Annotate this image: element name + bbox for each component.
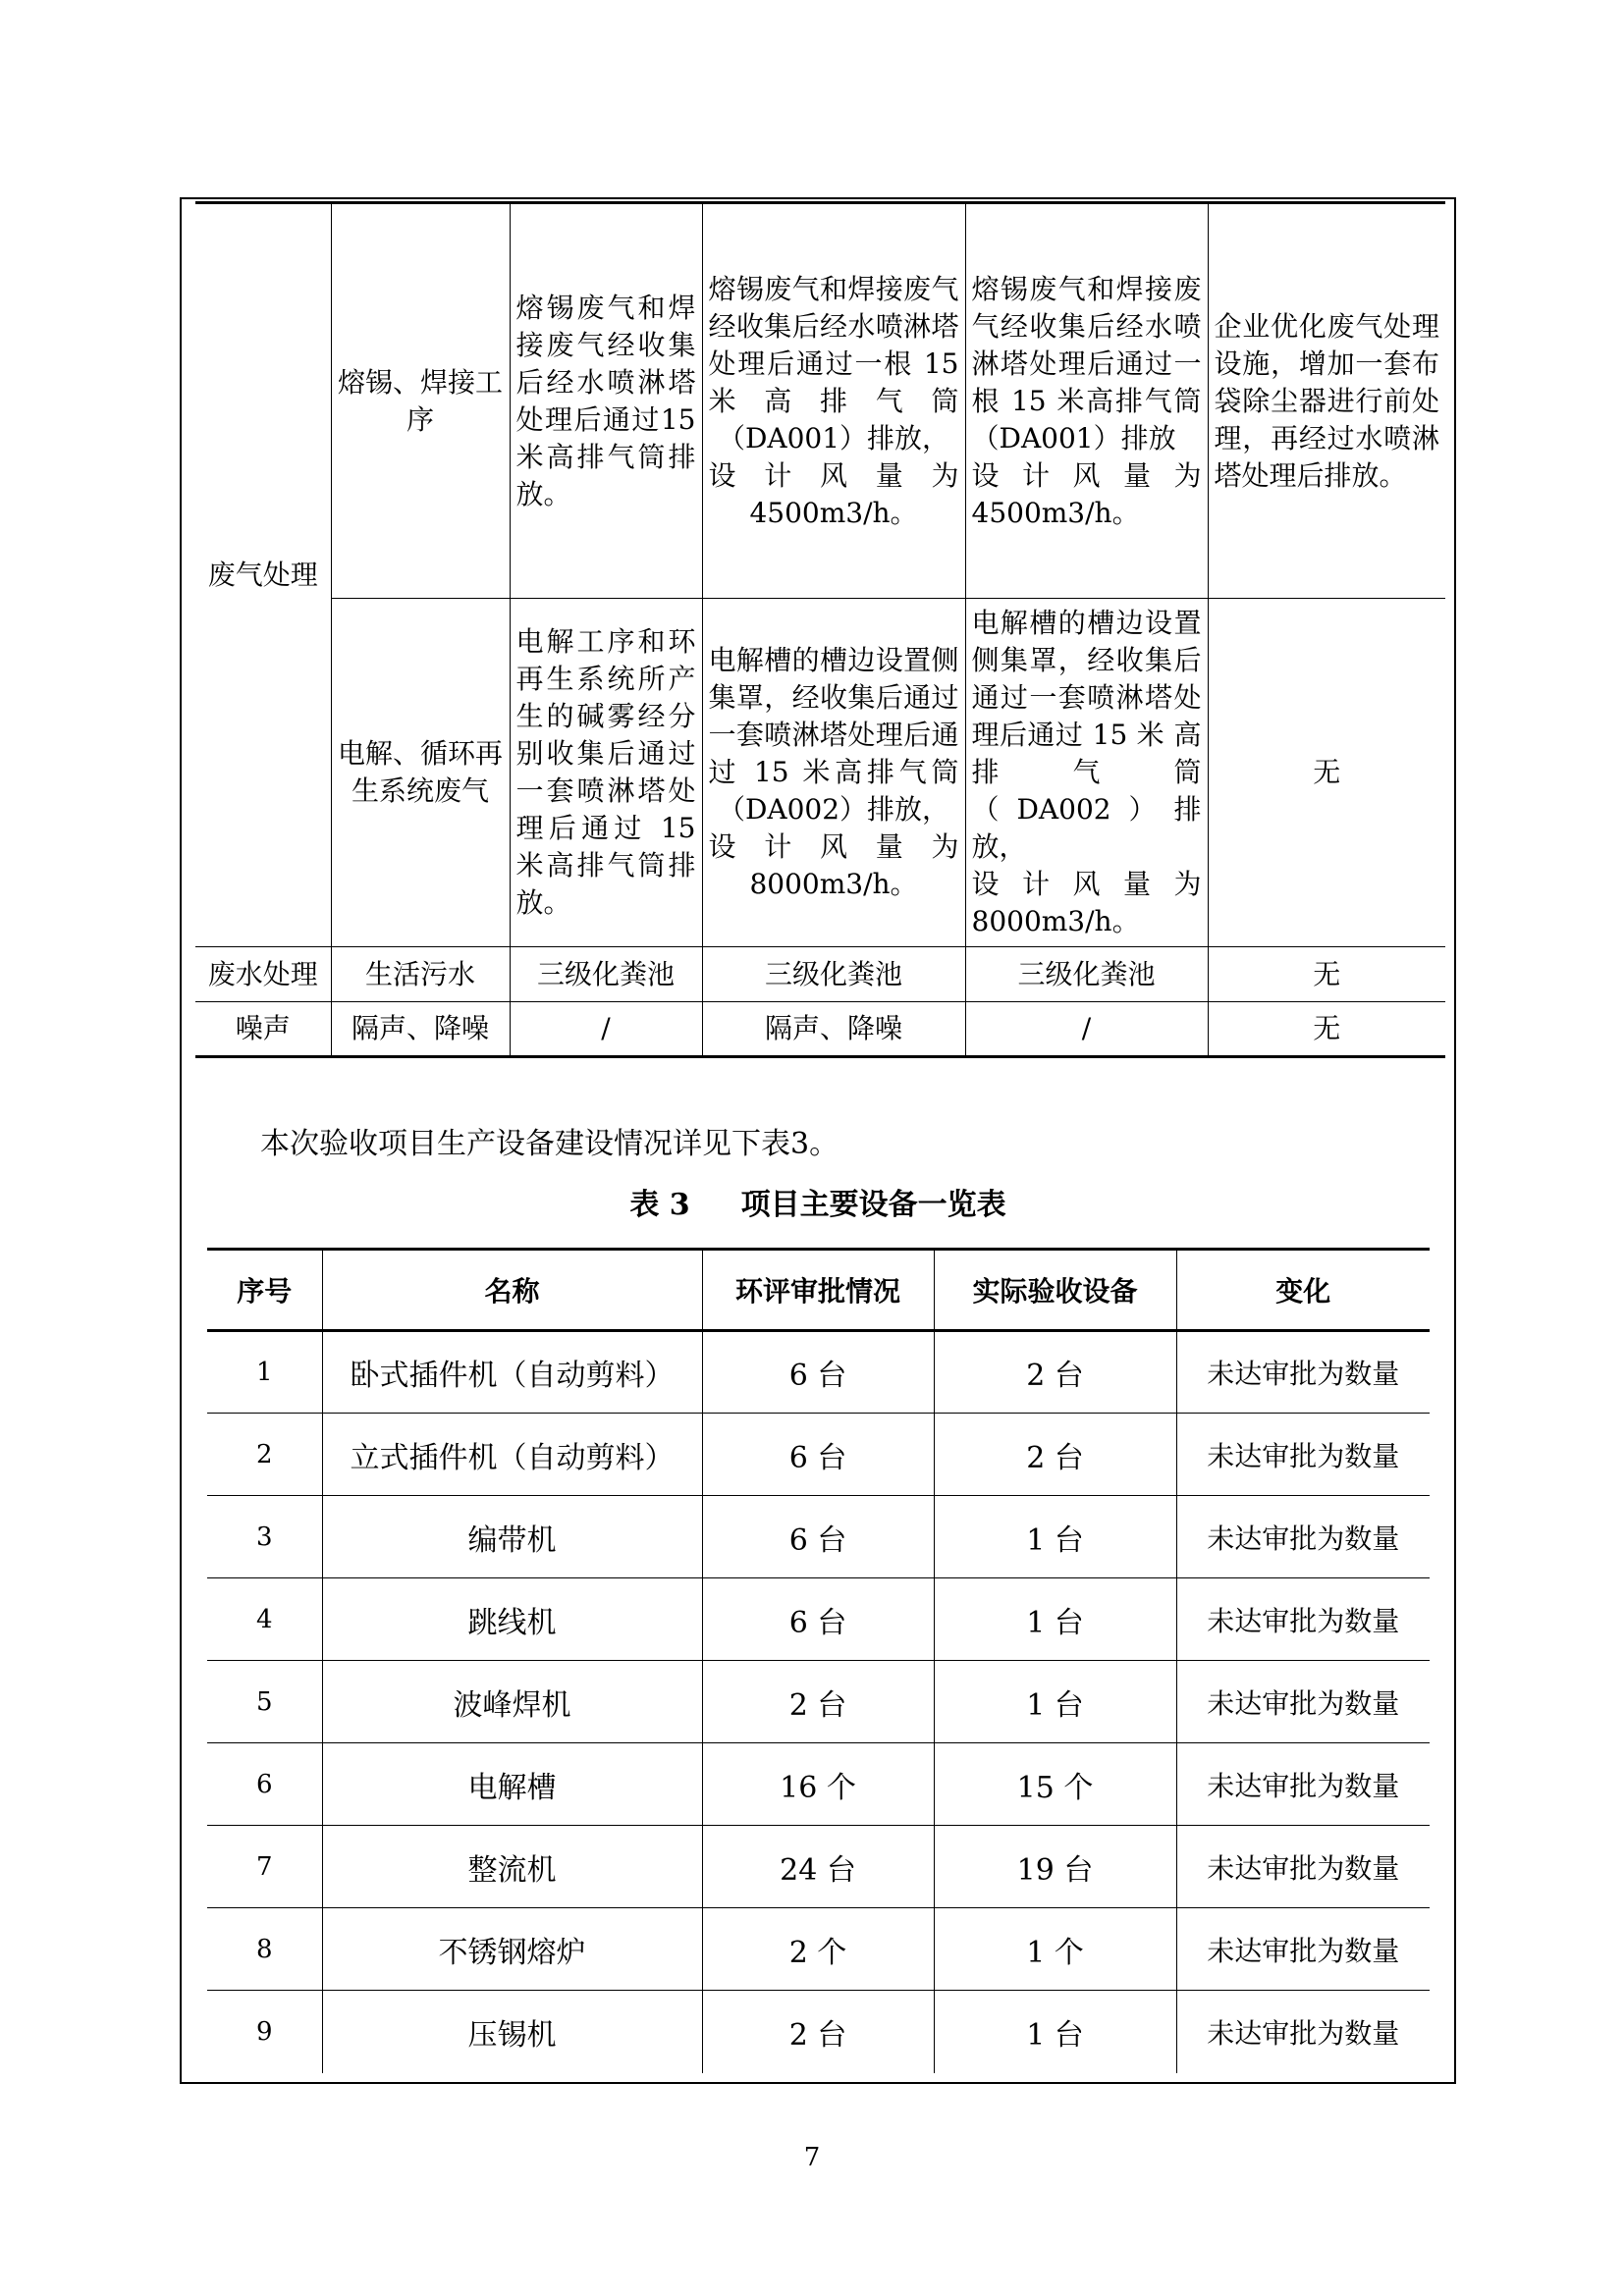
header-cell: 名称 <box>322 1250 702 1331</box>
change-cell: 未达审批为数量 <box>1176 1908 1430 1991</box>
page-number: 7 <box>803 2143 821 2172</box>
header-cell: 变化 <box>1176 1250 1430 1331</box>
approved-cell: 2 个 <box>702 1908 934 1991</box>
approved-cell <box>702 203 965 599</box>
seq-cell: 1 <box>207 1331 322 1414</box>
change-cell: 无 <box>1208 947 1445 1002</box>
name-cell: 跳线机 <box>322 1578 702 1661</box>
approved-cell: 6 台 <box>702 1578 934 1661</box>
actual-cell: 19 台 <box>934 1826 1176 1908</box>
table-row <box>195 599 1445 947</box>
actual-cell: 15 个 <box>934 1743 1176 1826</box>
seq-cell: 2 <box>207 1414 322 1496</box>
approved-cell <box>702 599 965 947</box>
approved-cell: 6 台 <box>702 1331 934 1414</box>
change-cell: 未达审批为数量 <box>1176 1414 1430 1496</box>
table-row <box>195 1002 1445 1057</box>
table-caption <box>180 1186 1456 1225</box>
eia-requirement-cell: 电解工序和环再生系统所产生的碱雾经分别收集后通过一套喷淋塔处理后通过 15 米高排气筒排放。 <box>510 599 702 947</box>
change-cell: 未达审批为数量 <box>1176 1578 1430 1661</box>
table-row <box>207 1661 1430 1743</box>
actual-cell: 1 台 <box>934 1578 1176 1661</box>
actual-cell: 三级化粪池 <box>965 947 1208 1002</box>
seq-cell: 7 <box>207 1826 322 1908</box>
actual-cell: 2 台 <box>934 1414 1176 1496</box>
table-caption-label: 表 3 <box>629 1188 690 1222</box>
change-cell: 企业优化废气处理设施，增加一套布袋除尘器进行前处理，再经过水喷淋塔处理后排放。 <box>1208 203 1445 599</box>
approved-cell: 6 台 <box>702 1496 934 1578</box>
approved-cell: 16 个 <box>702 1743 934 1826</box>
category-cell: 噪声 <box>195 1002 331 1057</box>
seq-cell: 4 <box>207 1578 322 1661</box>
pollution-control-table <box>195 201 1445 1058</box>
equipment-table <box>207 1248 1430 2073</box>
actual-cell: 1 台 <box>934 1496 1176 1578</box>
approved-cell: 2 台 <box>702 1991 934 2073</box>
change-cell: 无 <box>1208 599 1445 947</box>
approved-airflow: 设计风量为 8000m3/h。 <box>708 830 959 900</box>
actual-airflow: 设 计 风 量 为 4500m3/h。 <box>971 458 1202 529</box>
actual-cell: / <box>965 1002 1208 1057</box>
approved-cell: 6 台 <box>702 1414 934 1496</box>
actual-text: 熔锡废气和焊接废气经收集后经水喷淋塔处理后通过一根 15 米高排气筒（DA001）排放 <box>971 272 1202 454</box>
name-cell: 电解槽 <box>322 1743 702 1826</box>
change-cell: 未达审批为数量 <box>1176 1496 1430 1578</box>
table-row <box>195 203 1445 599</box>
table-row <box>207 1826 1430 1908</box>
process-cell: 生活污水 <box>331 947 510 1002</box>
seq-cell: 8 <box>207 1908 322 1991</box>
actual-cell <box>965 599 1208 947</box>
change-cell: 无 <box>1208 1002 1445 1057</box>
table-row <box>207 1331 1430 1414</box>
actual-airflow: 设 计 风 量 为 8000m3/h。 <box>971 868 1202 937</box>
change-cell: 未达审批为数量 <box>1176 1826 1430 1908</box>
table-row <box>207 1908 1430 1991</box>
name-cell: 波峰焊机 <box>322 1661 702 1743</box>
name-cell: 立式插件机（自动剪料） <box>322 1414 702 1496</box>
name-cell: 编带机 <box>322 1496 702 1578</box>
name-cell: 整流机 <box>322 1826 702 1908</box>
table-row <box>207 1743 1430 1826</box>
seq-cell: 5 <box>207 1661 322 1743</box>
actual-cell: 1 台 <box>934 1661 1176 1743</box>
name-cell: 压锡机 <box>322 1991 702 2073</box>
table-row <box>207 1578 1430 1661</box>
change-cell: 未达审批为数量 <box>1176 1743 1430 1826</box>
table-row <box>207 1496 1430 1578</box>
header-cell: 序号 <box>207 1250 322 1331</box>
change-cell: 未达审批为数量 <box>1176 1991 1430 2073</box>
table-row <box>195 947 1445 1002</box>
actual-cell: 2 台 <box>934 1331 1176 1414</box>
approved-cell: 隔声、降噪 <box>702 1002 965 1057</box>
eia-requirement-cell: 三级化粪池 <box>510 947 702 1002</box>
category-cell: 废水处理 <box>195 947 331 1002</box>
table-header-row <box>207 1250 1430 1331</box>
approved-airflow: 设计风量为 4500m3/h。 <box>708 458 959 529</box>
change-cell: 未达审批为数量 <box>1176 1661 1430 1743</box>
approved-text: 熔锡废气和焊接废气经收集后经水喷淋塔处理后通过一根 15 米高排气筒（DA001）排放， <box>708 272 959 454</box>
table-caption-title: 项目主要设备一览表 <box>740 1188 1006 1222</box>
table-row <box>207 1991 1430 2073</box>
name-cell: 卧式插件机（自动剪料） <box>322 1331 702 1414</box>
approved-cell: 24 台 <box>702 1826 934 1908</box>
eia-requirement-cell: 熔锡废气和焊接废气经收集后经水喷淋塔处理后通过15米高排气筒排放。 <box>510 203 702 599</box>
approved-cell: 2 台 <box>702 1661 934 1743</box>
header-cell: 环评审批情况 <box>702 1250 934 1331</box>
actual-cell: 1 个 <box>934 1908 1176 1991</box>
name-cell: 不锈钢熔炉 <box>322 1908 702 1991</box>
body-paragraph: 本次验收项目生产设备建设情况详见下表3。 <box>260 1127 839 1161</box>
seq-cell: 6 <box>207 1743 322 1826</box>
actual-cell <box>965 203 1208 599</box>
approved-text: 电解槽的槽边设置侧集罩，经收集后通过一套喷淋塔处理后通过 15 米高排气筒（DA002）排放， <box>708 644 959 826</box>
actual-text: 电解槽的槽边设置侧集罩，经收集后通过一套喷淋塔处理后通过 15 米 高 排 气 筒（DA002）排放， <box>971 607 1202 863</box>
seq-cell: 9 <box>255 2016 273 2047</box>
header-cell: 实际验收设备 <box>934 1250 1176 1331</box>
process-cell: 电解、循环再生系统废气 <box>331 599 510 947</box>
process-cell: 熔锡、焊接工序 <box>331 203 510 599</box>
table-row <box>207 1414 1430 1496</box>
eia-requirement-cell: / <box>510 1002 702 1057</box>
process-cell: 隔声、降噪 <box>331 1002 510 1057</box>
change-cell: 未达审批为数量 <box>1176 1331 1430 1414</box>
seq-cell: 3 <box>207 1496 322 1578</box>
category-cell: 废气处理 <box>195 203 331 947</box>
approved-cell: 三级化粪池 <box>702 947 965 1002</box>
actual-cell: 1 台 <box>934 1991 1176 2073</box>
